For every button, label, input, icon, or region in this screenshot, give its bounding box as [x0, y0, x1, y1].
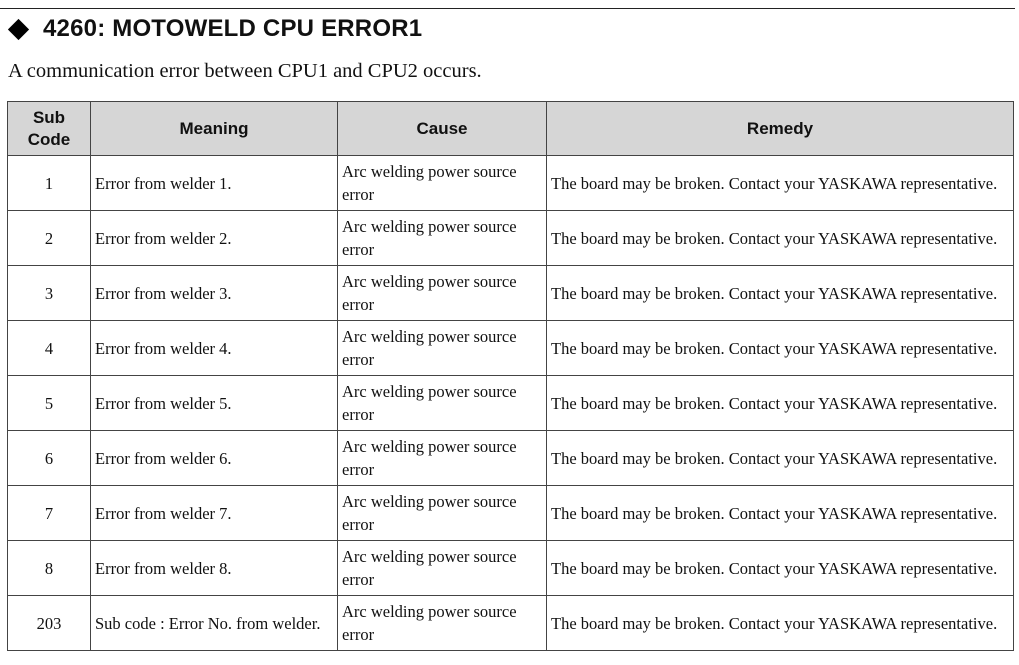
page-title: 4260: MOTOWELD CPU ERROR1 [43, 15, 423, 42]
table-row [8, 211, 1014, 266]
cell-sub-code: 2 [8, 211, 91, 266]
cell-cause: Arc welding power source error [338, 596, 547, 651]
cell-cause: Arc welding power source error [338, 376, 547, 431]
table-row [8, 541, 1014, 596]
table-row [8, 431, 1014, 486]
table-header-row [8, 102, 1014, 156]
cell-meaning: Error from welder 1. [91, 156, 338, 211]
cell-cause: Arc welding power source error [338, 541, 547, 596]
header-sub-code-line1: Sub [32, 107, 66, 127]
table-row [8, 376, 1014, 431]
cell-remedy: The board may be broken. Contact your YASKAWA representative. [547, 541, 1014, 596]
table-row [8, 266, 1014, 321]
cell-meaning: Error from welder 3. [91, 266, 338, 321]
cell-sub-code: 203 [8, 596, 91, 651]
cell-meaning: Error from welder 5. [91, 376, 338, 431]
table-row [8, 321, 1014, 376]
cell-meaning: Error from welder 7. [91, 486, 338, 541]
cell-sub-code: 4 [8, 321, 91, 376]
error-table [7, 101, 1014, 651]
header-sub-code-line2: Code [27, 129, 71, 149]
cell-remedy: The board may be broken. Contact your YASKAWA representative. [547, 156, 1014, 211]
diamond-bullet-icon [8, 18, 29, 39]
header-meaning: Meaning [91, 102, 338, 156]
cell-sub-code: 7 [8, 486, 91, 541]
cell-cause: Arc welding power source error [338, 266, 547, 321]
cell-cause: Arc welding power source error [338, 156, 547, 211]
table-row [8, 596, 1014, 651]
section-description: A communication error between CPU1 and CPU2 occurs. [8, 60, 482, 82]
cell-meaning: Error from welder 8. [91, 541, 338, 596]
cell-cause: Arc welding power source error [338, 431, 547, 486]
cell-remedy: The board may be broken. Contact your YASKAWA representative. [547, 431, 1014, 486]
cell-meaning: Error from welder 6. [91, 431, 338, 486]
cell-sub-code: 3 [8, 266, 91, 321]
cell-remedy: The board may be broken. Contact your YASKAWA representative. [547, 266, 1014, 321]
section-heading [6, 14, 422, 44]
cell-remedy: The board may be broken. Contact your YASKAWA representative. [547, 376, 1014, 431]
top-rule [0, 8, 1015, 9]
cell-remedy: The board may be broken. Contact your YASKAWA representative. [547, 321, 1014, 376]
cell-remedy: The board may be broken. Contact your YASKAWA representative. [547, 486, 1014, 541]
cell-sub-code: 1 [8, 156, 91, 211]
cell-cause: Arc welding power source error [338, 321, 547, 376]
header-cause: Cause [338, 102, 547, 156]
header-remedy: Remedy [547, 102, 1014, 156]
cell-remedy: The board may be broken. Contact your YASKAWA representative. [547, 211, 1014, 266]
cell-cause: Arc welding power source error [338, 211, 547, 266]
cell-meaning: Error from welder 2. [91, 211, 338, 266]
table-row [8, 156, 1014, 211]
cell-meaning: Sub code : Error No. from welder. [91, 596, 338, 651]
cell-sub-code: 6 [8, 431, 91, 486]
header-sub-code [8, 102, 91, 156]
table-row [8, 486, 1014, 541]
cell-meaning: Error from welder 4. [91, 321, 338, 376]
cell-sub-code: 8 [8, 541, 91, 596]
cell-cause: Arc welding power source error [338, 486, 547, 541]
cell-sub-code: 5 [8, 376, 91, 431]
cell-remedy: The board may be broken. Contact your YASKAWA representative. [547, 596, 1014, 651]
